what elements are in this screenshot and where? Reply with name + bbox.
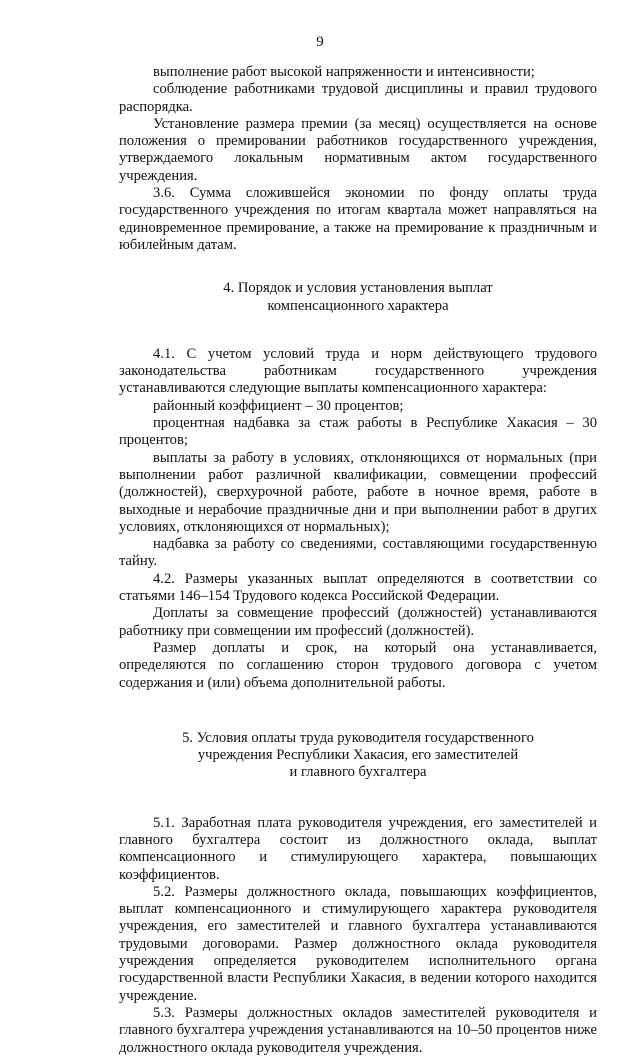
paragraph: соблюдение работниками трудовой дисциплины и правил трудового распорядка. (119, 81, 597, 115)
paragraph: 5.1. Заработная плата руководителя учреждения, его заместителей и главного бухгалтера состоит из должностного оклада, выплат компенсационного и стимулирующего характера, повышающих коэффициентов. (119, 814, 597, 883)
paragraph: Размер доплаты и срок, на который она устанавливается, определяются по соглашению сторон трудового договора с учетом содержания и (или) объема дополнительной работы. (119, 639, 597, 691)
section-4-title-line-1: 4. Порядок и условия установления выплат (223, 280, 493, 297)
section-5-heading (119, 730, 597, 782)
paragraph: Доплаты за совмещение профессий (должностей) устанавливаются работнику при совмещении им профессий (должностей). (119, 605, 597, 639)
paragraph: 4.2. Размеры указанных выплат определяются в соответствии со статьями 146–154 Трудового кодекса Российской Федерации. (119, 570, 597, 605)
section-5-title-line-1: 5. Условия оплаты труда руководителя государственного (182, 729, 534, 746)
paragraph: 4.1. С учетом условий труда и норм действующего трудового законодательства работникам государственного учреждения устанавливаются следующие выплаты компенсационного характера: (119, 345, 597, 397)
section-5-title-line-3: и главного бухгалтера (289, 764, 427, 781)
section-5-title-line-2: учреждения Республики Хакасия, его заместителей (197, 747, 519, 764)
paragraph: надбавка за работу со сведениями, составляющими государственную тайну. (119, 536, 597, 570)
paragraph: 3.6. Сумма сложившейся экономии по фонду оплаты труда государственного учреждения по итогам квартала может направляться на единовременное премирование, а также на премирование к праздничным и юбилейным датам. (119, 185, 597, 253)
paragraph: выплаты за работу в условиях, отклоняющихся от нормальных (при выполнении работ различной квалификации, совмещении профессий (должностей), сверхурочной работе, работе в ночное время, работе в выходные и нерабочие праздничные дни и при выполнении работ в других условиях, отклоняющихся от нормальных); (119, 449, 597, 535)
paragraph: 5.3. Размеры должностных окладов заместителей руководителя и главного бухгалтера учреждения устанавливаются на 10–50 процентов ниже должностного оклада руководителя учреждения. (119, 1004, 597, 1056)
section-4-title-line-2: компенсационного характера (267, 297, 449, 314)
paragraph: процентная надбавка за стаж работы в Республике Хакасия – 30 процентов; (119, 415, 597, 449)
paragraph: Установление размера премии (за месяц) осуществляется на основе положения о премировании работников государственного учреждения, утверждаемого локальным нормативным актом государственного учреждения. (119, 115, 597, 184)
document-body (119, 64, 597, 1057)
page-number: 9 (316, 34, 324, 50)
paragraph: выполнение работ высокой напряженности и интенсивности; (153, 64, 535, 80)
paragraph: 5.2. Размеры должностного оклада, повышающих коэффициентов, выплат компенсационного и стимулирующего характера руководителя учреждения, его заместителей и главного бухгалтера устанавливаются трудовыми договорами. Размер должностного оклада руководителя учреждения определяется руководителем исполнительного органа государственной власти Республики Хакасия, в ведении которого находится учреждение. (119, 883, 597, 1004)
section-4-heading (119, 280, 597, 315)
paragraph: районный коэффициент – 30 процентов; (153, 397, 404, 414)
